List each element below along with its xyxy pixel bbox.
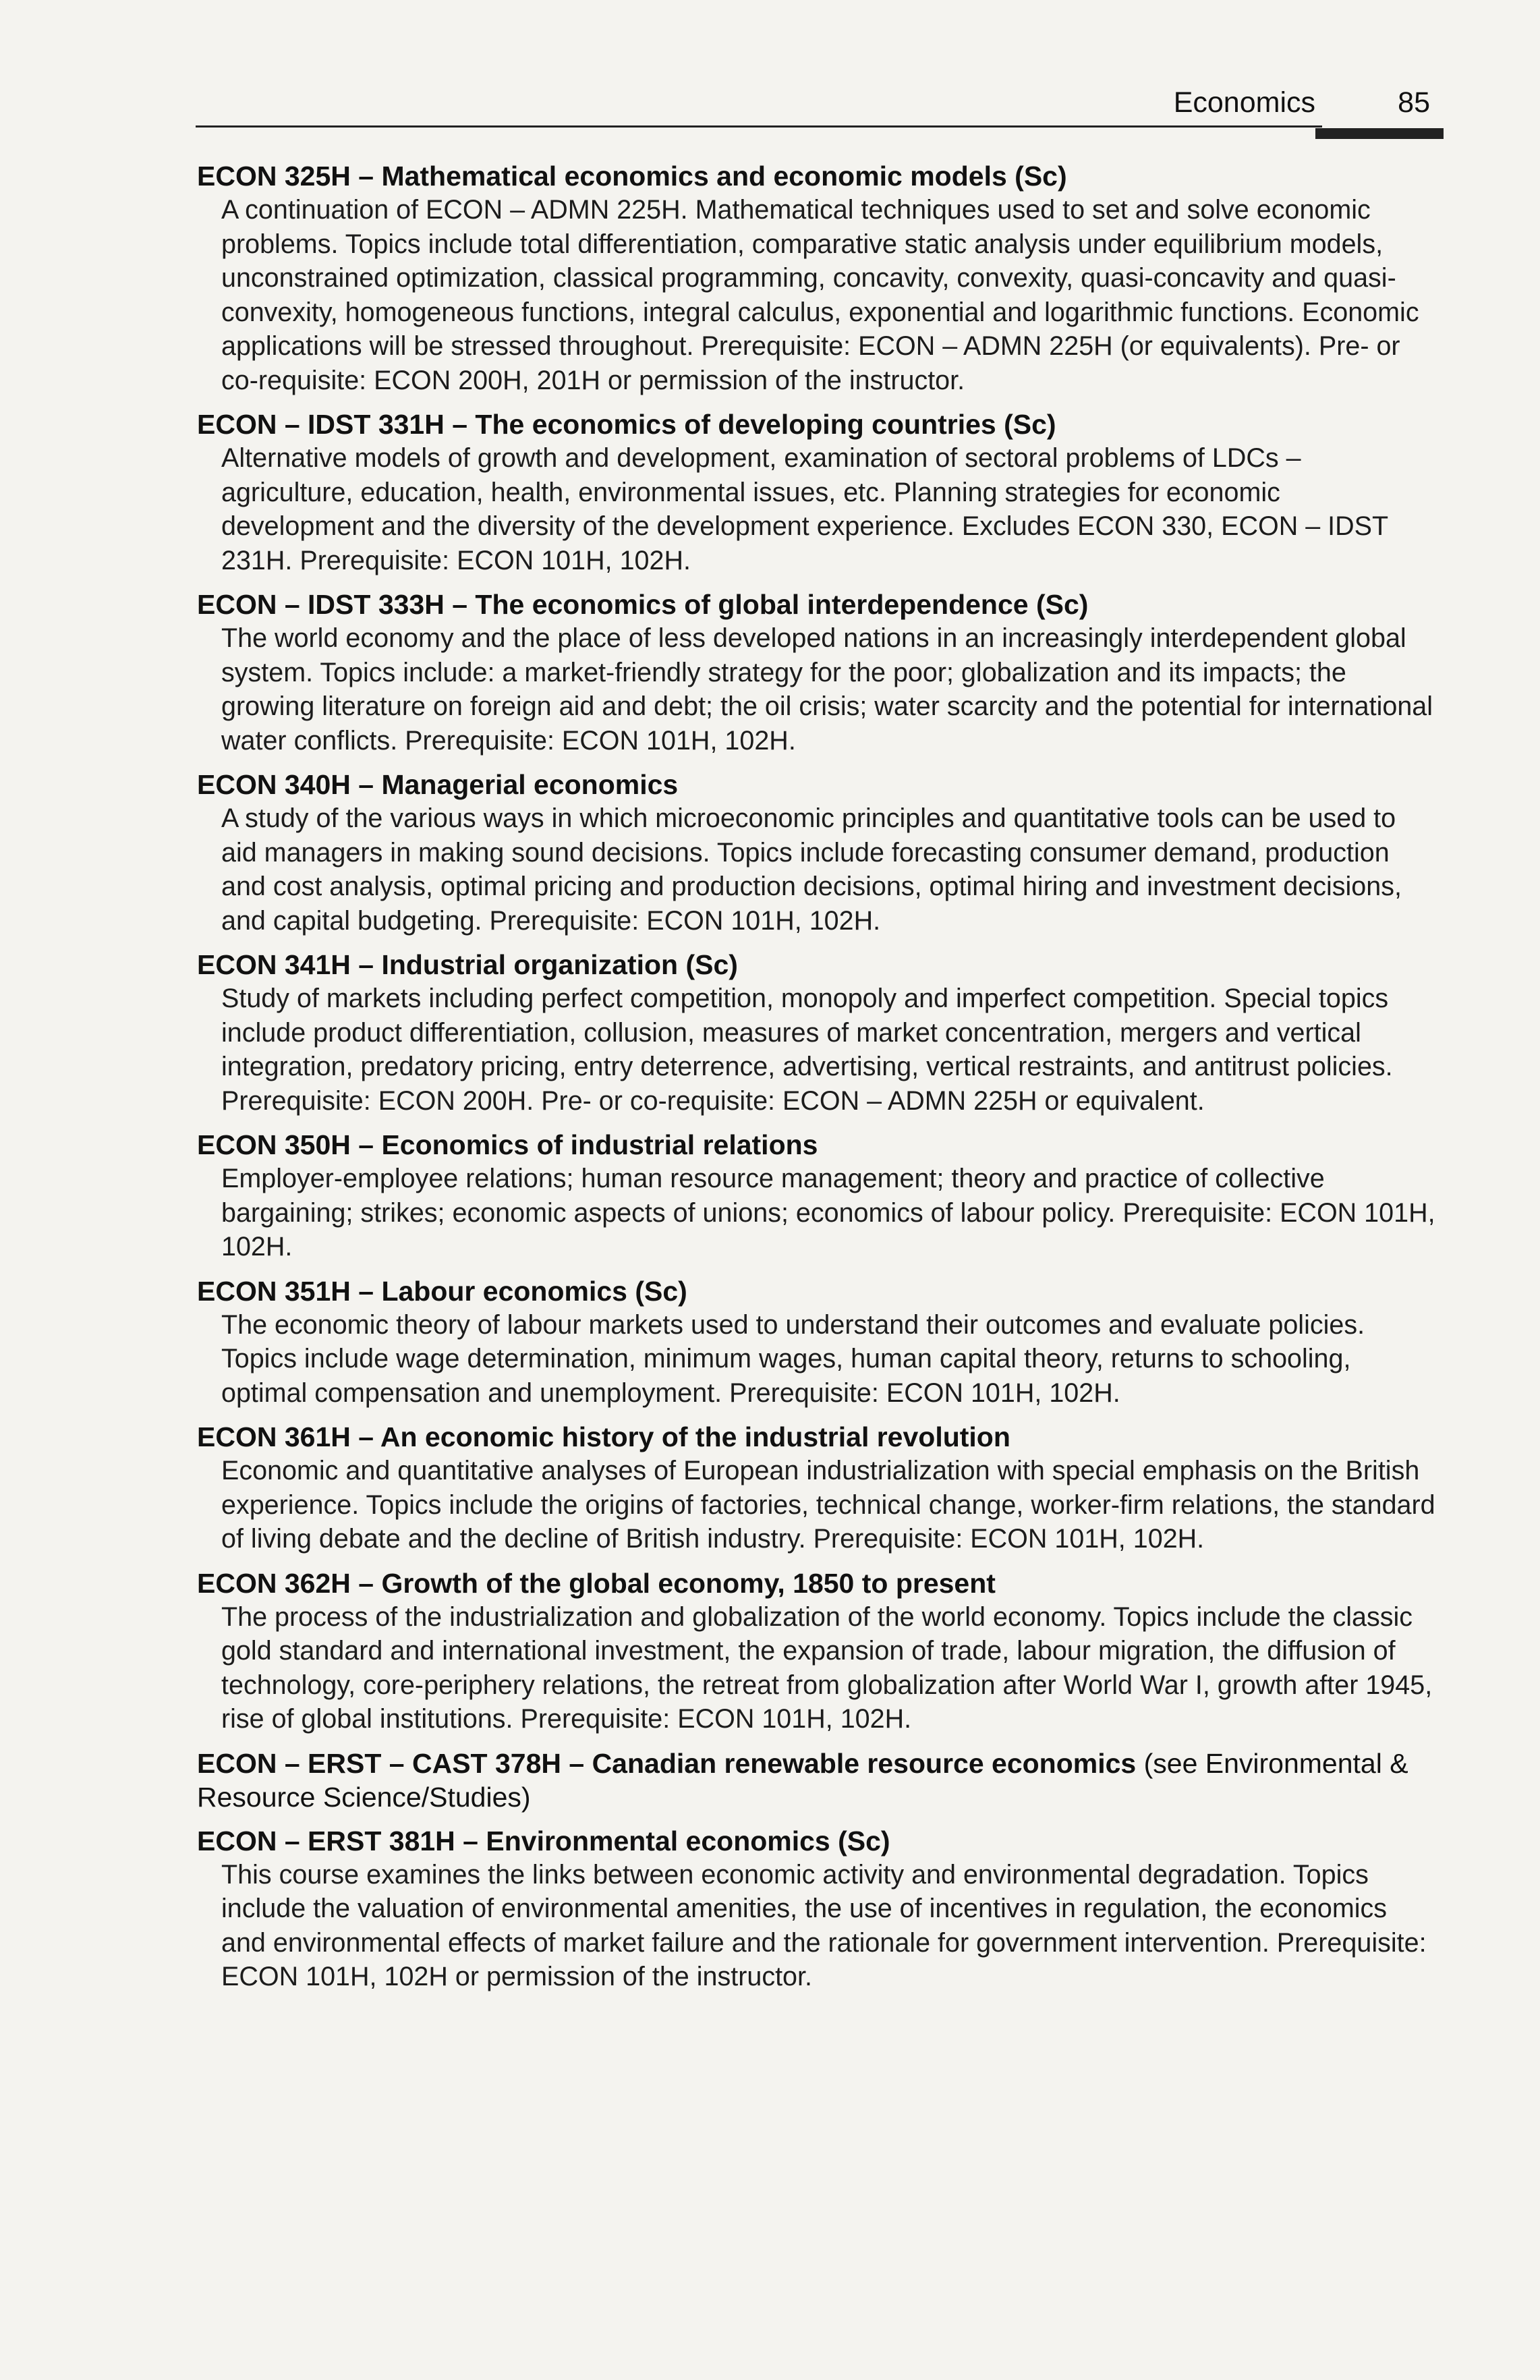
course-description: A study of the various ways in which microeconomic principles and quantitative tools can be used to aid managers in making sound decisions. Topics include forecasting consumer demand, production and cost analysis, optimal pricing and production decisions, optimal hiring and investment decisions, and capital budgeting. Prerequisite: ECON 101H, 102H. (221, 803, 1402, 936)
course-title: ECON – ERST 381H – Environmental economics (Sc) (197, 1825, 890, 1857)
course-entry (197, 1747, 1438, 1814)
course-entry (197, 948, 1438, 1118)
course-listing (197, 159, 1438, 2004)
course-title: ECON 325H – Mathematical economics and economic models (Sc) (197, 161, 1067, 192)
course-description: Study of markets including perfect competition, monopoly and imperfect competition. Special topics include product differentiation, collusion, measures of market concentration, mergers and vertical integration, predatory pricing, entry deterrence, advertising, vertical restraints, and antitrust policies. Prerequisite: ECON 200H. Pre- or co-requisite: ECON – ADMN 225H or equivalent. (221, 984, 1393, 1116)
course-entry (197, 407, 1438, 577)
course-title-text: ECON – ERST – CAST 378H – Canadian renewable resource economics (197, 1747, 1137, 1779)
course-entry (197, 588, 1438, 758)
course-description: The process of the industrialization and globalization of the world economy. Topics include the classic gold standard and international investment, the expansion of trade, labour migration, the diffusion of technology, core-periphery relations, the retreat from globalization after World War I, growth after 1945, rise of global institutions. Prerequisite: ECON 101H, 102H. (221, 1602, 1433, 1734)
course-description: A continuation of ECON – ADMN 225H. Mathematical techniques used to set and solve economic problems. Topics include total differentiation, comparative static analysis under equilibrium models, unconstrained optimization, classical programming, concavity, convexity, quasi-concavity and quasi-convexity, homogeneous functions, integral calculus, exponential and logarithmic functions. Economic applications will be stressed throughout. Prerequisite: ECON – ADMN 225H (or equivalents). Pre- or co-requisite: ECON 200H, 201H or permission of the instructor. (221, 195, 1419, 395)
page-number: 85 (1398, 86, 1430, 119)
course-entry (197, 1128, 1438, 1264)
course-title: ECON 350H – Economics of industrial relations (197, 1129, 818, 1160)
course-title-with-note (197, 1747, 1438, 1814)
course-title: ECON 362H – Growth of the global economy, 1850 to present (197, 1567, 996, 1599)
course-description: Alternative models of growth and development, examination of sectoral problems of LDCs – agriculture, education, health, environmental issues, etc. Planning strategies for economic development and the diversity of the development experience. Excludes ECON 330, ECON – IDST 231H. Prerequisite: ECON 101H, 102H. (221, 443, 1388, 575)
course-description: Economic and quantitative analyses of European industrialization with special emphasis on the British experience. Topics include the origins of factories, technical change, worker-firm relations, the standard of living debate and the decline of British industry. Prerequisite: ECON 101H, 102H. (221, 1456, 1435, 1554)
course-entry (197, 1824, 1438, 1994)
course-entry (197, 1566, 1438, 1736)
course-title: ECON 351H – Labour economics (Sc) (197, 1275, 687, 1307)
course-description: The economic theory of labour markets used to understand their outcomes and evaluate policies. Topics include wage determination, minimum wages, human capital theory, returns to schooling, optimal compensation and unemployment. Prerequisite: ECON 101H, 102H. (221, 1309, 1365, 1408)
course-entry (197, 1274, 1438, 1411)
course-cross-reference: (see Environmental & Resource Science/Studies) (197, 1747, 1408, 1813)
course-description: This course examines the links between economic activity and environmental degradation. Topics include the valuation of environmental amenities, the use of incentives in regulation, the economics and environmental effects of market failure and the rationale for government intervention. Prerequisite: ECON 101H, 102H or permission of the instructor. (221, 1859, 1427, 1991)
course-description: The world economy and the place of less developed nations in an increasingly interdependent global system. Topics include: a market-friendly strategy for the poor; globalization and its impacts; the growing literature on foreign aid and debt; the oil crisis; water scarcity and the potential for international water conflicts. Prerequisite: ECON 101H, 102H. (221, 623, 1433, 756)
course-title: ECON 340H – Managerial economics (197, 769, 679, 800)
running-header (196, 74, 1444, 128)
section-title: Economics (1173, 86, 1315, 119)
header-rule (196, 125, 1322, 128)
course-entry (197, 768, 1438, 938)
header-rule-accent (1315, 128, 1444, 139)
course-entry (197, 159, 1438, 397)
course-title: ECON 341H – Industrial organization (Sc) (197, 949, 738, 980)
course-entry (197, 1420, 1438, 1556)
course-title: ECON – IDST 333H – The economics of global interdependence (Sc) (197, 589, 1089, 620)
course-title: ECON 361H – An economic history of the industrial revolution (197, 1421, 1010, 1452)
course-title: ECON – IDST 331H – The economics of developing countries (Sc) (197, 409, 1056, 440)
course-description: Employer-employee relations; human resource management; theory and practice of collective bargaining; strikes; economic aspects of unions; economics of labour policy. Prerequisite: ECON 101H, 102H. (221, 1164, 1435, 1262)
